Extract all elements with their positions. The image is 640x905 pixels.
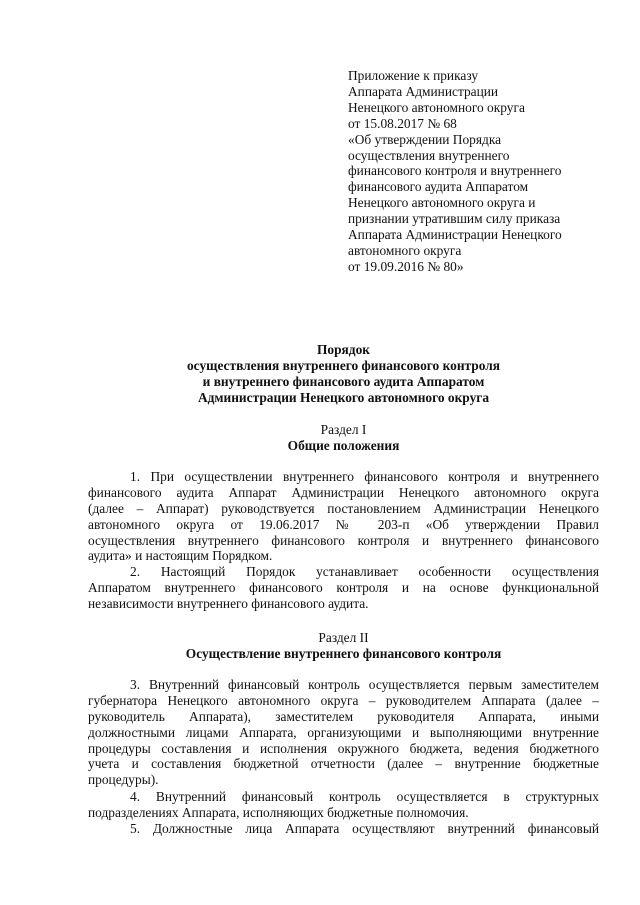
section-2-heading (88, 630, 599, 662)
paragraph-line: Аппаратом внутреннего финансового контроля и на основе функциональной (88, 579, 599, 595)
paragraph-line: (далее – Аппарат) руководствуется постановлением Администрации Ненецкого (88, 500, 599, 516)
annex-line: «Об утверждении Порядка (348, 131, 502, 147)
paragraph-line: независимости внутреннего финансового аудита. (88, 595, 369, 611)
paragraph-line: учета и составления бюджетной отчетности (далее – внутренние бюджетные (88, 756, 599, 772)
annex-line: Аппарата Администрации (348, 83, 499, 99)
title-line: Порядок (317, 342, 370, 357)
section-1-heading (88, 422, 599, 454)
annex-line: Аппарата Администрации Ненецкого (348, 227, 562, 243)
paragraph-4 (88, 789, 599, 821)
paragraph-line: 5. Должностные лица Аппарата осуществляют внутренний финансовый (130, 821, 599, 836)
paragraph-2 (88, 564, 599, 612)
paragraph-line: 4. Внутренний финансовый контроль осуществляется в структурных (130, 789, 599, 804)
annex-line: Ненецкого автономного округа и (348, 195, 536, 211)
paragraph-line: финансового аудита Аппарат Администрации Ненецкого автономного округа (88, 484, 599, 500)
title-line: и внутреннего финансового аудита Аппаратом (202, 373, 485, 389)
paragraph-line: аудита» и настоящим Порядком. (88, 548, 273, 564)
paragraph-line: процедуры составления и исполнения окружного бюджета, ведения бюджетного (88, 740, 599, 756)
section-number: Раздел I (320, 422, 367, 437)
paragraph-1 (88, 469, 599, 564)
annex-line: Приложение к приказу (348, 68, 479, 83)
section-name: Осуществление внутреннего финансового контроля (185, 645, 502, 661)
paragraph-5 (88, 821, 599, 837)
paragraph-3 (88, 677, 599, 788)
paragraph-line: руководитель Аппарата), заместителем руководителя Аппарата, иными (88, 708, 599, 724)
paragraph-line: 1. При осуществлении внутреннего финансового контроля и внутреннего (130, 469, 599, 484)
annex-header (348, 68, 598, 275)
paragraph-line: губернатора Ненецкого автономного округа – руководителем Аппарата (далее – (88, 692, 599, 708)
annex-line: от 15.08.2017 № 68 (348, 115, 457, 131)
annex-line: финансового аудита Аппаратом (348, 179, 529, 195)
paragraph-line: 2. Настоящий Порядок устанавливает особенности осуществления (130, 564, 599, 579)
annex-line: от 19.09.2016 № 80» (348, 258, 464, 274)
annex-line: признании утратившим силу приказа (348, 211, 561, 227)
paragraph-line: должностными лицами Аппарата, организующими и выполняющими внутренние (88, 724, 599, 740)
paragraph-line: осуществления внутреннего финансового контроля и внутреннего финансового (88, 532, 599, 548)
document-title (88, 342, 599, 406)
paragraph-line: подразделениях Аппарата, исполняющих бюджетные полномочия. (88, 804, 469, 820)
annex-line: Ненецкого автономного округа (348, 99, 525, 115)
title-line: Администрации Ненецкого автономного округа (197, 389, 490, 405)
annex-line: осуществления внутреннего (348, 147, 510, 163)
annex-line: финансового контроля и внутреннего (348, 163, 562, 179)
section-number: Раздел II (318, 630, 369, 645)
title-line: осуществления внутреннего финансового контроля (186, 357, 500, 373)
paragraph-line: 3. Внутренний финансовый контроль осуществляется первым заместителем (130, 677, 599, 692)
paragraph-line: процедуры). (88, 772, 159, 788)
section-name: Общие положения (287, 437, 400, 453)
paragraph-line: автономного округа от 19.06.2017 № 203-п «Об утверждении Правил (88, 516, 599, 532)
annex-line: автономного округа (348, 242, 462, 258)
